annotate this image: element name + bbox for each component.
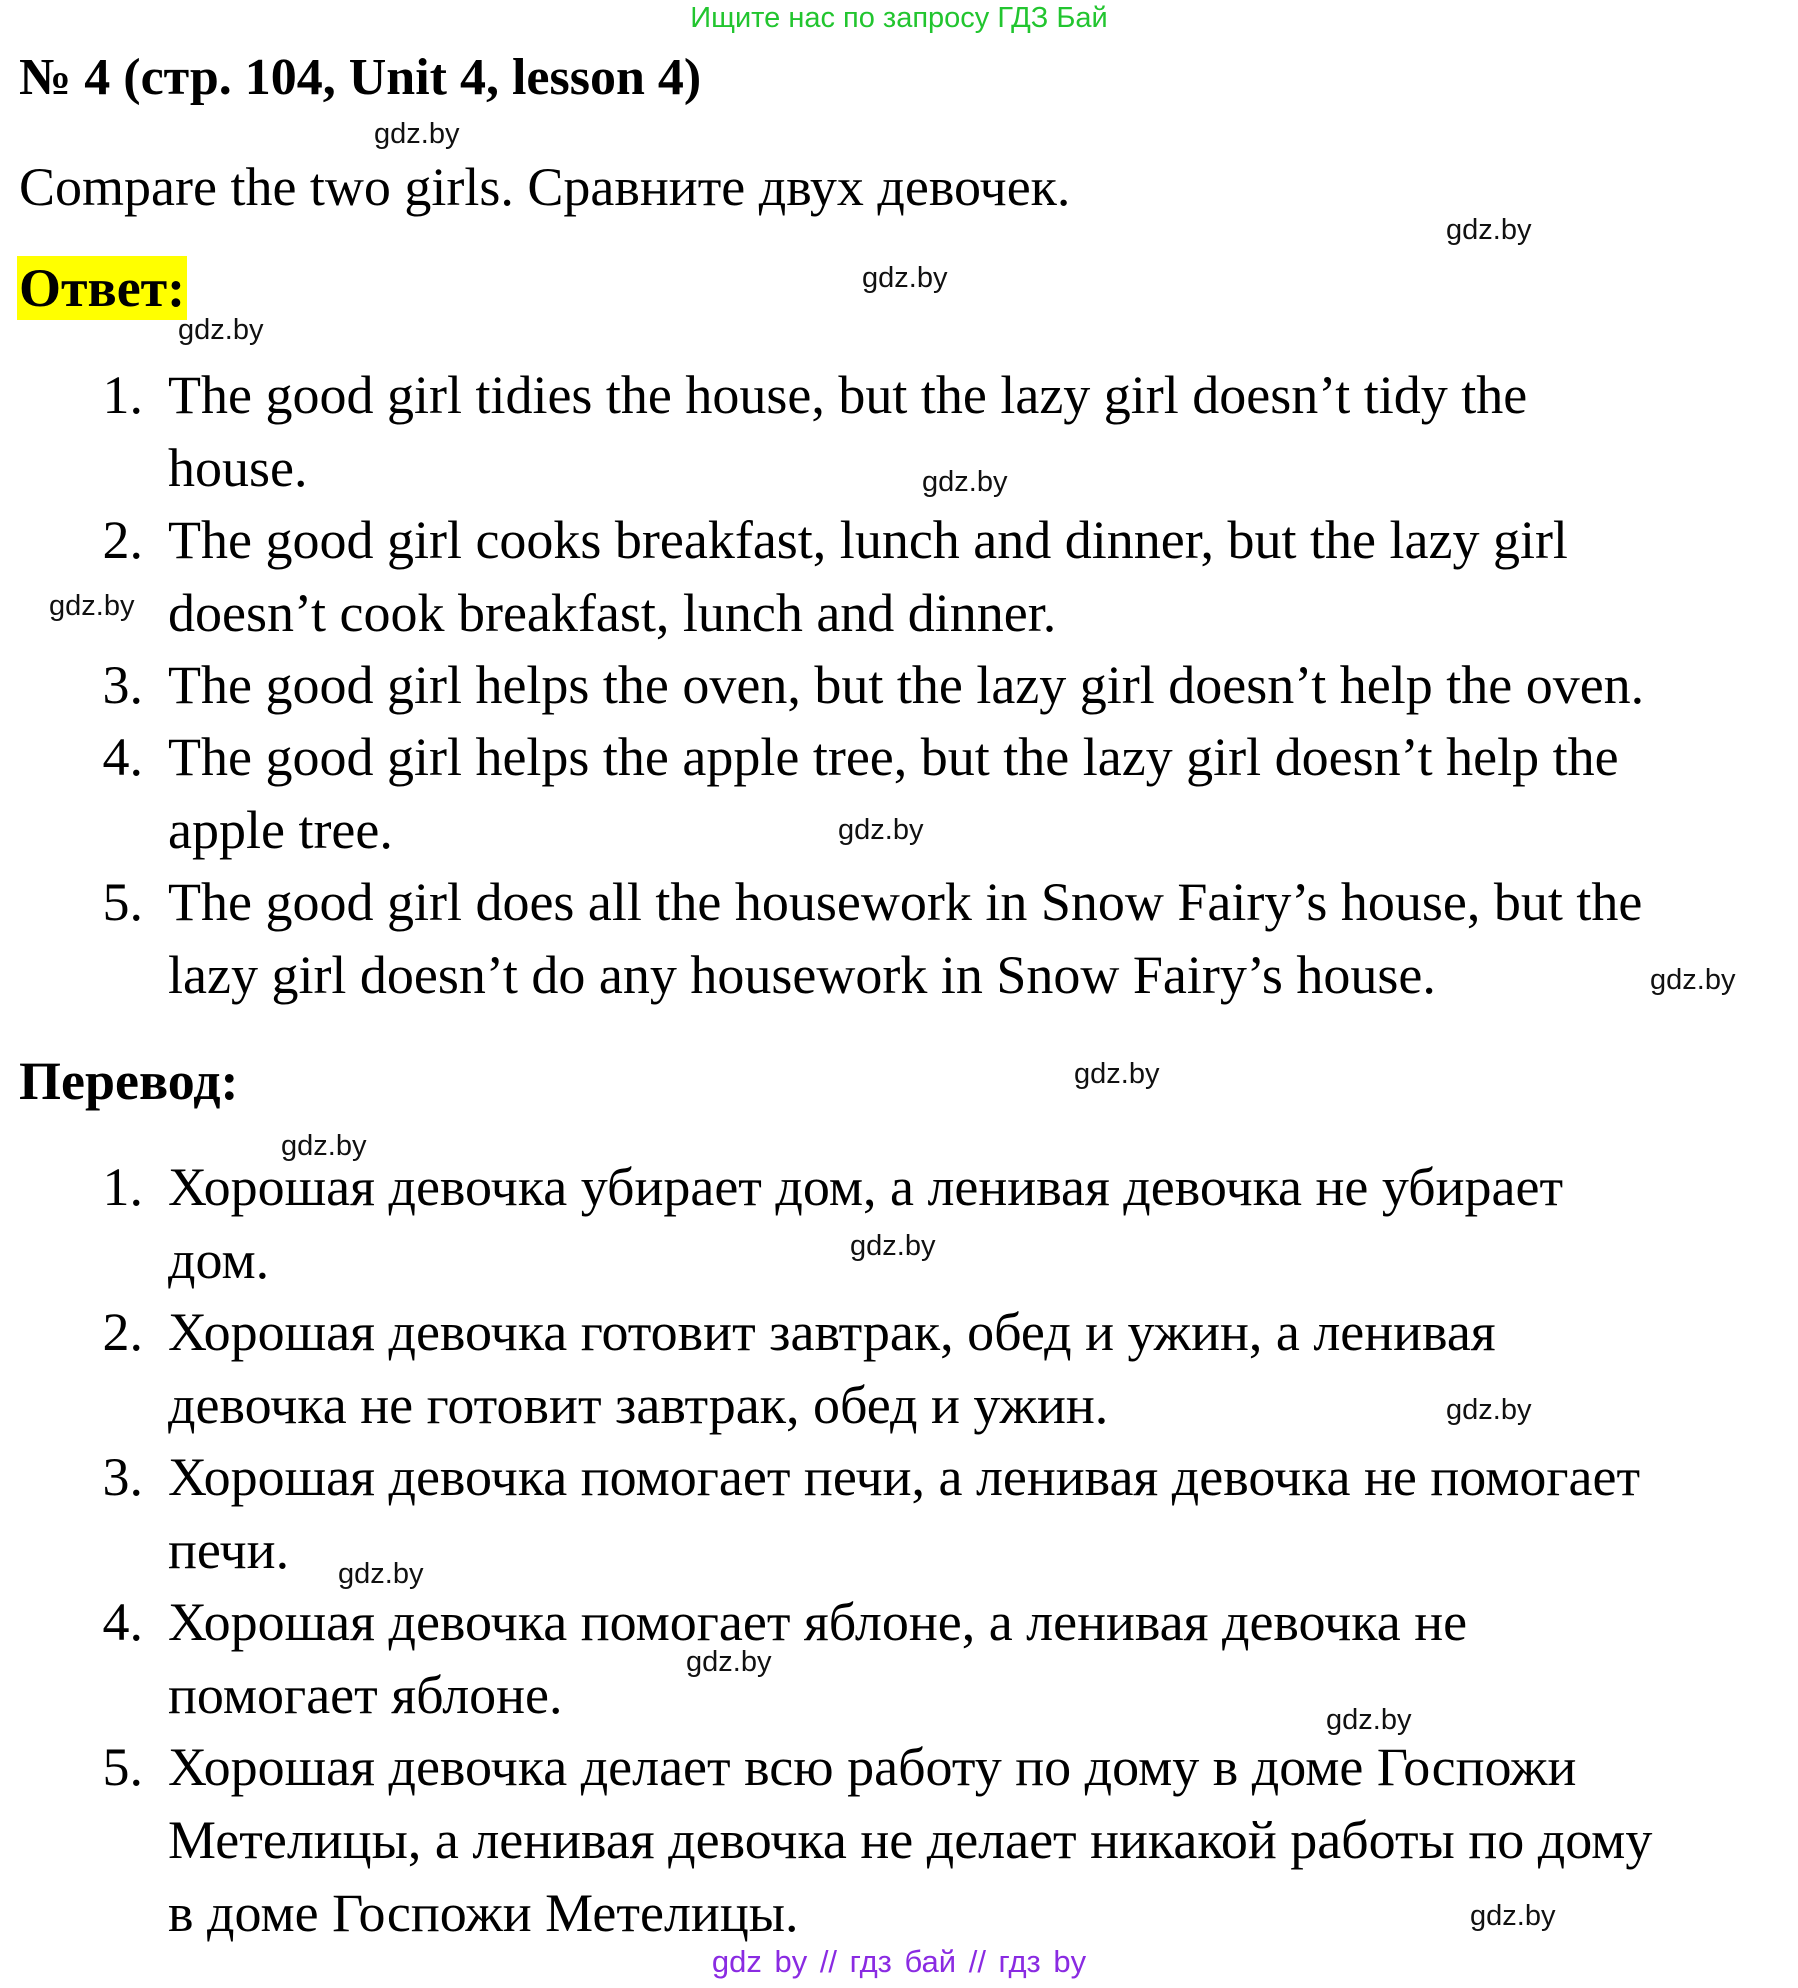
watermark: gdz.by [281,1130,367,1162]
translation-line: Хорошая девочка убирает дом, а ленивая девочка не убирает [168,1157,1564,1217]
translation-number: 3. [102,1447,143,1507]
watermark: gdz.by [862,262,948,294]
watermark: gdz.by [922,466,1008,498]
translation-line: печи. [168,1520,290,1580]
watermark: gdz.by [1470,1900,1556,1932]
translation-line: Хорошая девочка готовит завтрак, обед и ужин, а ленивая [168,1302,1496,1362]
answer-number: 5. [102,872,143,932]
translation-number: 4. [102,1592,143,1652]
top-banner: Ищите нас по запросу ГДЗ Бай [690,2,1108,34]
translation-line: в доме Госпожи Метелицы. [168,1883,799,1943]
watermark: gdz.by [1326,1704,1412,1736]
answer-line: The good girl tidies the house, but the lazy girl doesn’t tidy the [168,365,1528,425]
answer-line: The good girl helps the oven, but the lazy girl doesn’t help the oven. [168,655,1645,715]
answer-number: 1. [102,365,143,425]
answer-line: The good girl cooks breakfast, lunch and dinner, but the lazy girl [168,510,1568,570]
translation-line: девочка не готовит завтрак, обед и ужин. [168,1375,1109,1435]
translation-number: 2. [102,1302,143,1362]
translation-line: помогает яблоне. [168,1665,563,1725]
watermark: gdz.by [1446,1394,1532,1426]
answer-line: The good girl helps the apple tree, but the lazy girl doesn’t help the [168,727,1619,787]
translation-number: 5. [102,1737,143,1797]
watermark: gdz.by [338,1558,424,1590]
answer-number: 3. [102,655,143,715]
task-text: Compare the two girls. Сравните двух девочек. [19,157,1071,217]
translation-line: Хорошая девочка помогает яблоне, а ленивая девочка не [168,1592,1468,1652]
answer-line: house. [168,438,308,498]
watermark: gdz.by [1074,1058,1160,1090]
bottom-banner: gdz by // гдз бай // гдз by [711,1944,1087,1979]
translation-line: Хорошая девочка делает всю работу по дому в доме Госпожи [168,1737,1577,1797]
watermark: gdz.by [374,118,460,150]
answer-number: 2. [102,510,143,570]
translation-number: 1. [102,1157,143,1217]
translation-label: Перевод: [19,1051,239,1111]
watermark: gdz.by [850,1230,936,1262]
translation-line: Метелицы, а ленивая девочка не делает никакой работы по дому [168,1810,1653,1870]
answer-line: lazy girl doesn’t do any housework in Snow Fairy’s house. [168,945,1436,1005]
watermark: gdz.by [178,314,264,346]
answer-line: The good girl does all the housework in Snow Fairy’s house, but the [168,872,1643,932]
watermark: gdz.by [1446,214,1532,246]
translation-line: дом. [168,1230,270,1290]
watermark: gdz.by [49,590,135,622]
watermark: gdz.by [686,1646,772,1678]
answer-number: 4. [102,727,143,787]
answer-line: apple tree. [168,800,393,860]
answer-line: doesn’t cook breakfast, lunch and dinner. [168,583,1057,643]
translation-line: Хорошая девочка помогает печи, а ленивая девочка не помогает [168,1447,1641,1507]
watermark: gdz.by [1650,964,1736,996]
answer-label: Ответ: [19,258,186,318]
page-title: № 4 (стр. 104, Unit 4, lesson 4) [19,49,702,106]
watermark: gdz.by [838,814,924,846]
